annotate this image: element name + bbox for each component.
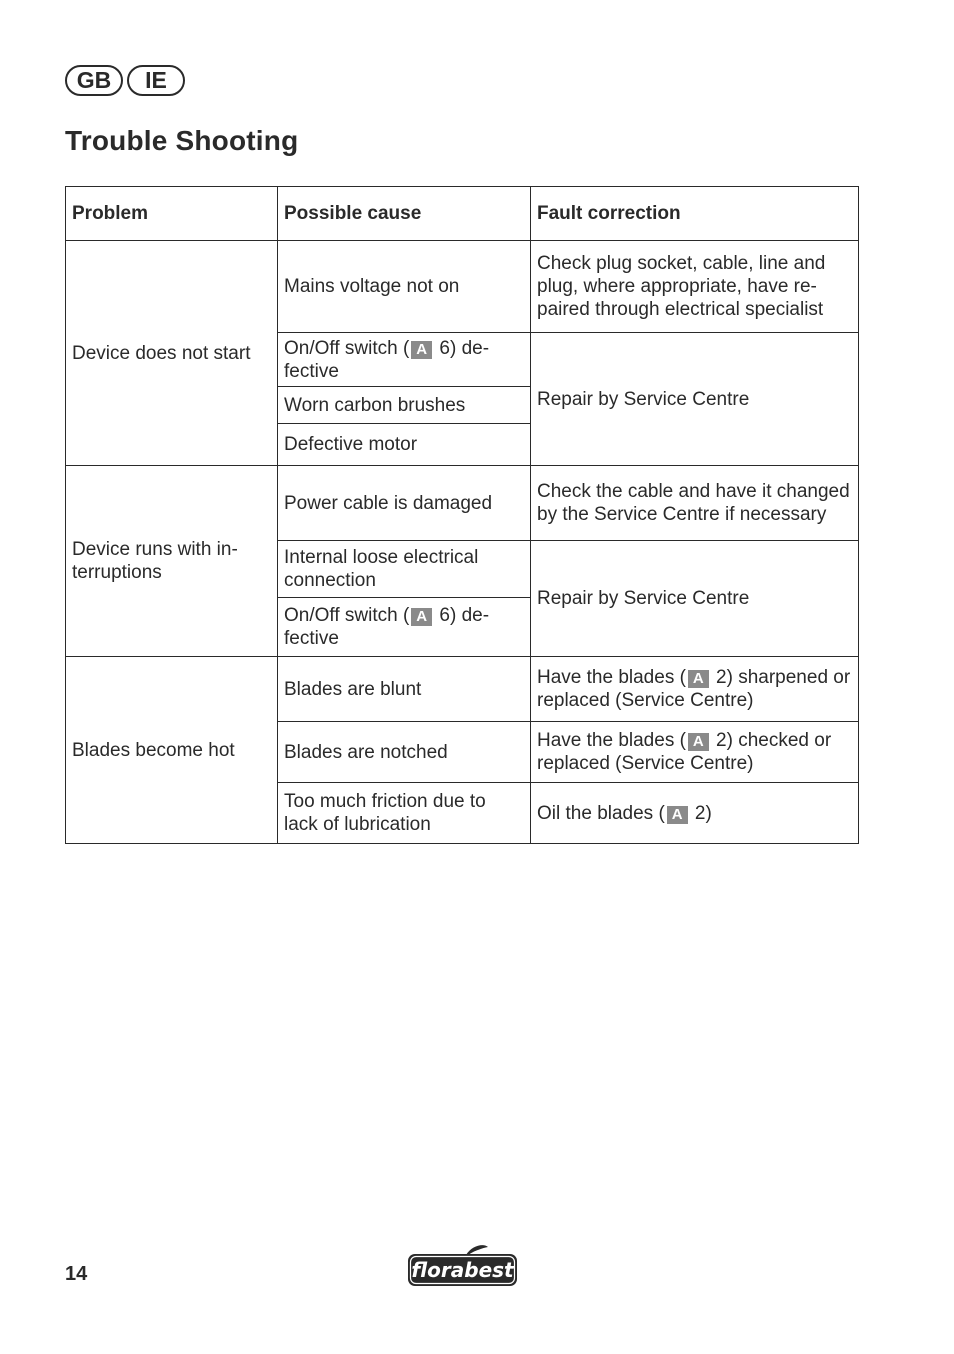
cause-cell: Power cable is damaged <box>278 466 531 541</box>
table-row <box>66 241 859 333</box>
logo-text: florabest <box>411 1258 514 1282</box>
cause-cell: Worn carbon brushes <box>278 387 531 424</box>
florabest-logo <box>406 1243 519 1289</box>
correction-cell: Check plug socket, cable, line and plug, where appropriate, have re-paired through electrical specialist <box>531 241 859 333</box>
correction-cell: Repair by Service Centre <box>531 541 859 657</box>
language-badge-ie: IE <box>127 65 185 96</box>
page-number: 14 <box>65 1263 88 1285</box>
correction-cell: Check the cable and have it changed by the Service Centre if necessary <box>531 466 859 541</box>
troubleshooting-table <box>65 186 859 844</box>
cause-cell: Internal loose electrical connection <box>278 541 531 598</box>
table-row <box>66 657 859 722</box>
correction-cell: Have the blades ( A 2) sharpened or replaced (Service Centre) <box>531 657 859 722</box>
header-cause: Possible cause <box>278 187 531 241</box>
page-title: Trouble Shooting <box>65 125 299 156</box>
problem-cell: Device runs with in-terruptions <box>66 466 278 657</box>
correction-cell: Oil the blades ( A 2) <box>531 783 859 844</box>
language-badges <box>65 65 185 96</box>
cause-cell: Mains voltage not on <box>278 241 531 333</box>
cause-cell: Too much friction due to lack of lubrication <box>278 783 531 844</box>
correction-cell: Repair by Service Centre <box>531 333 859 466</box>
problem-cell: Device does not start <box>66 241 278 466</box>
figure-ref-icon: A <box>411 608 432 626</box>
figure-ref-icon: A <box>688 670 709 688</box>
problem-cell: Blades become hot <box>66 657 278 844</box>
cause-cell: On/Off switch ( A 6) de-fective <box>278 598 531 657</box>
header-correction: Fault correction <box>531 187 859 241</box>
header-problem: Problem <box>66 187 278 241</box>
figure-ref-icon: A <box>688 733 709 751</box>
cause-cell: Blades are notched <box>278 722 531 783</box>
cause-cell: Defective motor <box>278 424 531 466</box>
cause-cell: Blades are blunt <box>278 657 531 722</box>
correction-cell: Have the blades ( A 2) checked or replaced (Service Centre) <box>531 722 859 783</box>
figure-ref-icon: A <box>411 341 432 359</box>
cause-cell: On/Off switch ( A 6) de-fective <box>278 333 531 387</box>
figure-ref-icon: A <box>667 806 688 824</box>
table-header-row <box>66 187 859 241</box>
table-row <box>66 466 859 541</box>
language-badge-gb: GB <box>65 65 123 96</box>
